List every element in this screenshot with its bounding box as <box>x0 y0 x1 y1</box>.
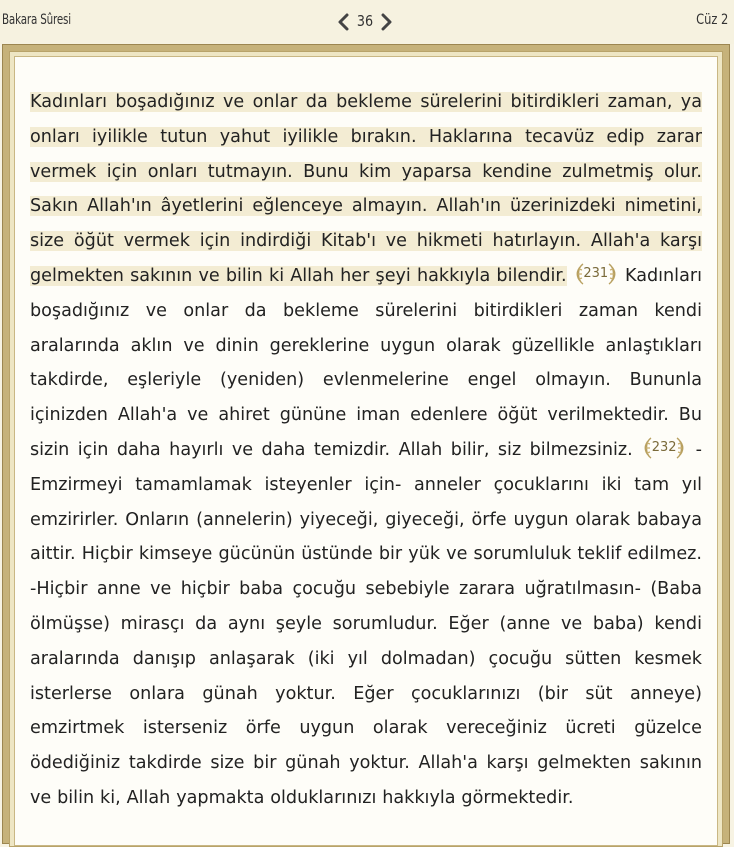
page-content-area <box>14 56 718 846</box>
verse-ornament-icon[interactable] <box>643 436 685 460</box>
page-frame-border <box>9 51 723 847</box>
verse-number: 231 <box>583 265 609 281</box>
translation-text <box>30 85 702 816</box>
verse-233-text[interactable]: -Emzirmeyi tamamlamak isteyenler için- anneler çocuklarını iki tam yıl emzirirler. Onların (annelerin) yiyeceği, giyeceği, örfe uygun olarak babaya aittir. Hiçbir kimseye gücünün üstünde bir yük ve sorumluluk teklif edilmez. -Hiçbir anne ve hiçbir baba çocuğu sebebiyle zarara uğratılmasın- (Baba ölmüşse) mirasçı da aynı şeyle sorumludur. Eğer (anne ve baba) kendi aralarında danışıp anlaşarak (iki yıl dolmadan) çocuğu sütten kesmek isterlerse onlara günah yoktur. Eğer çocuklarınızı (bir süt anneye) emzirtmek isterseniz örfe uygun olarak vereceğiniz ücreti güzelce ödediğiniz takdirde size bir günah yoktur. Allah'a karşı gelmekten sakının ve bilin ki, Allah yapmakta olduklarınızı hakkıyla görmektedir. <box>30 439 702 808</box>
verse-232-text[interactable]: Kadınları boşadığınız ve onlar da bekleme sürelerini bitirdikleri zaman kendi aralarında aklın ve dinin gereklerine uygun olarak güzellikle anlaştıkları takdirde, eşleriyle (yeniden) evlenmelerine engel olmayın. Bununla içinizden Allah'a ve ahiret gününe iman edenlere öğüt verilmektedir. Bu sizin için daha hayırlı ve daha temizdir. Allah bilir, siz bilmezsiniz. <box>30 265 702 460</box>
page-frame <box>2 44 730 844</box>
top-bar <box>0 0 734 44</box>
chevron-right-icon[interactable] <box>379 12 393 32</box>
surah-name[interactable]: Bakara Sûresi <box>2 12 71 28</box>
verse-number: 232 <box>651 439 677 455</box>
juz-label[interactable]: Cüz 2 <box>695 12 728 28</box>
verse-ornament-icon[interactable] <box>575 262 617 286</box>
page-number[interactable]: 36 <box>356 12 374 30</box>
chevron-left-icon[interactable] <box>337 12 351 32</box>
page-navigator <box>337 9 395 35</box>
verse-231-text[interactable]: Kadınları boşadığınız ve onlar da bekleme sürelerini bitirdikleri zaman, ya onları iyilikle tutun yahut iyilikle bırakın. Haklarına tecavüz edip zarar vermek için onları tutmayın. Bunu kim yaparsa kendine zulmetmiş olur. Sakın Allah'ın âyetlerini eğlenceye almayın. Allah'ın üzerinizdeki nimetini, size öğüt vermek için indirdiği Kitab'ı ve hikmeti hatırlayın. Allah'a karşı gelmekten sakının ve bilin ki Allah her şeyi hakkıyla bilendir. <box>30 92 702 286</box>
